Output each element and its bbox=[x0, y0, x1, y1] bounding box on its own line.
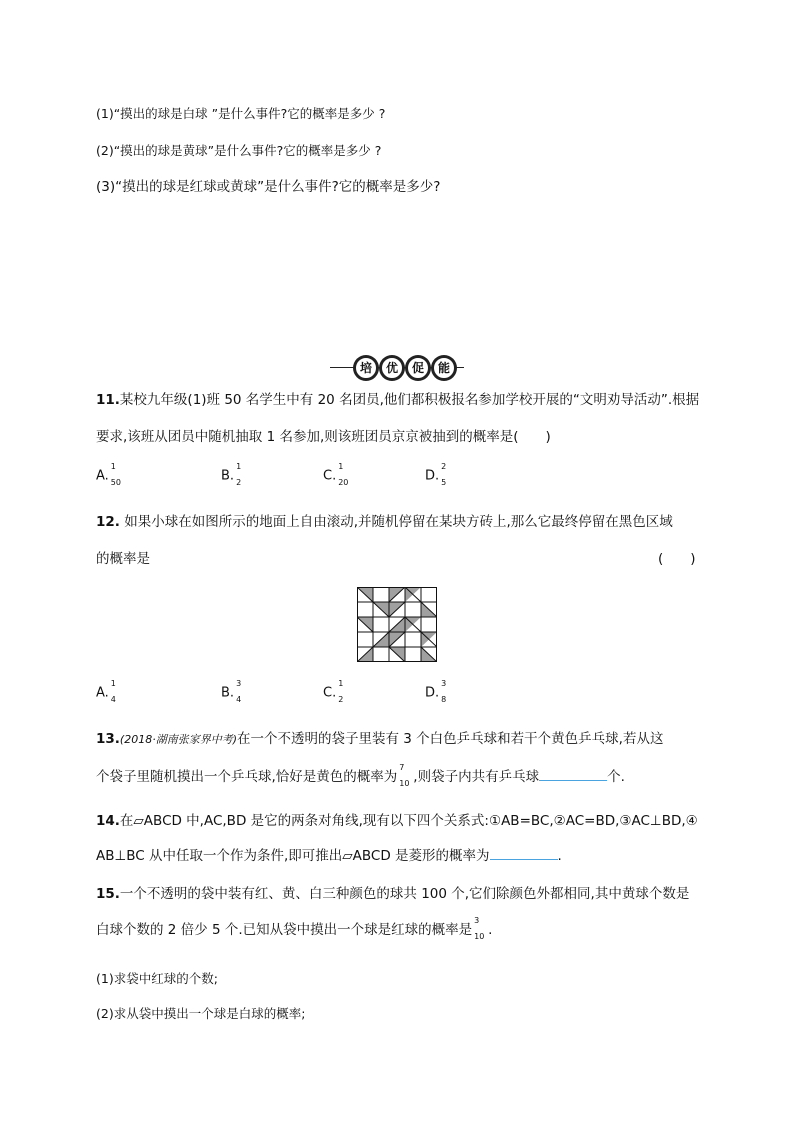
fraction bbox=[336, 679, 352, 704]
frac-den: 8 bbox=[441, 695, 447, 704]
frac-den: 10 bbox=[474, 932, 485, 941]
frac-num: 1 bbox=[338, 679, 344, 688]
frac-num: 1 bbox=[338, 462, 344, 471]
frac-den: 50 bbox=[110, 478, 121, 487]
q13-text2a: 个袋子里随机摸出一个乒乓球,恰好是黄色的概率为 bbox=[96, 769, 398, 785]
q11-number: 11. bbox=[96, 392, 120, 408]
q15-line2 bbox=[96, 916, 493, 941]
frac-num: 3 bbox=[441, 679, 447, 688]
q11-option-a bbox=[96, 462, 125, 487]
q12-text1: 如果小球在如图所示的地面上自由滚动,并随机停留在某块方砖上,那么它最终停留在黑色区域 bbox=[119, 514, 673, 530]
q14-number: 14. bbox=[96, 813, 120, 829]
frac-num: 2 bbox=[441, 462, 447, 471]
q12-line1 bbox=[96, 514, 673, 530]
q13-line1 bbox=[96, 731, 663, 748]
frac-num: 3 bbox=[236, 679, 242, 688]
q13-text2c: 个. bbox=[607, 769, 625, 785]
q15-line1 bbox=[96, 886, 689, 902]
q13-line2 bbox=[96, 763, 625, 788]
q12-answer-paren: ( ) bbox=[658, 551, 696, 567]
banner-char: 培 bbox=[354, 356, 378, 380]
frac-den: 5 bbox=[441, 478, 447, 487]
frac-den: 10 bbox=[399, 779, 410, 788]
q12-line2: 的概率是 bbox=[96, 551, 150, 567]
q15-text1: 一个不透明的袋中装有红、黄、白三种颜色的球共 100 个,它们除颜色外都相同,其中黄球个数是 bbox=[119, 886, 690, 902]
q13-text2b: ,则袋子内共有乒乓球 bbox=[413, 769, 540, 785]
q13-number: 13. bbox=[96, 731, 120, 747]
q13-source: (2018·湖南张家界中考) bbox=[119, 733, 237, 746]
banner-char: 促 bbox=[406, 356, 430, 380]
option-label: A. bbox=[96, 468, 109, 484]
fraction bbox=[234, 679, 250, 704]
q11-option-d bbox=[425, 462, 455, 487]
fraction bbox=[109, 679, 125, 704]
question-part-1: (1)“摸出的球是白球 ”是什么事件?它的概率是多少 ? bbox=[96, 106, 386, 121]
q15-sub2: (2)求从袋中摸出一个球是白球的概率; bbox=[96, 1006, 306, 1021]
fraction bbox=[439, 679, 455, 704]
q12-option-c bbox=[323, 679, 352, 704]
frac-den: 4 bbox=[236, 695, 242, 704]
section-banner bbox=[354, 356, 456, 380]
q11-option-c bbox=[323, 462, 352, 487]
q11-option-b bbox=[221, 462, 250, 487]
fraction bbox=[234, 462, 250, 487]
option-label: C. bbox=[323, 685, 337, 701]
banner-char: 能 bbox=[432, 356, 456, 380]
answer-blank[interactable] bbox=[490, 847, 558, 860]
tile-floor-figure bbox=[357, 587, 437, 662]
answer-blank[interactable] bbox=[539, 768, 607, 781]
q11-text1: 某校九年级(1)班 50 名学生中有 20 名团员,他们都积极报名参加学校开展的“文明劝导活动”.根据 bbox=[119, 392, 700, 408]
q15-text2b: . bbox=[488, 922, 493, 938]
frac-den: 4 bbox=[110, 695, 116, 704]
q14-line1 bbox=[96, 813, 698, 829]
option-label: B. bbox=[221, 685, 235, 701]
frac-den: 2 bbox=[236, 478, 242, 487]
q12-option-d bbox=[425, 679, 455, 704]
q12-option-b bbox=[221, 679, 250, 704]
frac-num: 1 bbox=[110, 679, 116, 688]
frac-num: 3 bbox=[474, 916, 480, 925]
q13-text1: 在一个不透明的袋子里装有 3 个白色乒乓球和若干个黄色乒乓球,若从这 bbox=[237, 731, 664, 747]
frac-den: 2 bbox=[338, 695, 344, 704]
frac-den: 20 bbox=[338, 478, 349, 487]
option-label: D. bbox=[425, 685, 440, 701]
option-label: C. bbox=[323, 468, 337, 484]
frac-num: 7 bbox=[399, 763, 405, 772]
q14-text1: 在▱ABCD 中,AC,BD 是它的两条对角线,现有以下四个关系式:①AB=BC,②AC=BD,③AC⊥BD,④ bbox=[119, 813, 698, 829]
fraction bbox=[109, 462, 125, 487]
q12-number: 12. bbox=[96, 514, 120, 530]
q15-sub1: (1)求袋中红球的个数; bbox=[96, 971, 218, 986]
q11-line2: 要求,该班从团员中随机抽取 1 名参加,则该班团员京京被抽到的概率是( ) bbox=[96, 429, 551, 445]
question-part-2: (2)“摸出的球是黄球”是什么事件?它的概率是多少 ? bbox=[96, 143, 382, 158]
q14-line2 bbox=[96, 847, 562, 864]
q11-line1 bbox=[96, 392, 699, 408]
fraction bbox=[439, 462, 455, 487]
frac-num: 1 bbox=[110, 462, 116, 471]
q15-number: 15. bbox=[96, 886, 120, 902]
frac-num: 1 bbox=[236, 462, 242, 471]
option-label: B. bbox=[221, 468, 235, 484]
option-label: D. bbox=[425, 468, 440, 484]
fraction bbox=[472, 916, 488, 941]
fraction bbox=[336, 462, 352, 487]
option-label: A. bbox=[96, 685, 109, 701]
q14-text2a: AB⊥BC 从中任取一个作为条件,即可推出▱ABCD 是菱形的概率为 bbox=[96, 848, 490, 864]
fraction bbox=[397, 763, 413, 788]
q15-text2a: 白球个数的 2 倍少 5 个.已知从袋中摸出一个球是红球的概率是 bbox=[96, 922, 473, 938]
q12-option-a bbox=[96, 679, 125, 704]
banner-char: 优 bbox=[380, 356, 404, 380]
question-part-3: (3)“摸出的球是红球或黄球”是什么事件?它的概率是多少? bbox=[96, 179, 441, 195]
q14-text2b: . bbox=[557, 848, 562, 864]
